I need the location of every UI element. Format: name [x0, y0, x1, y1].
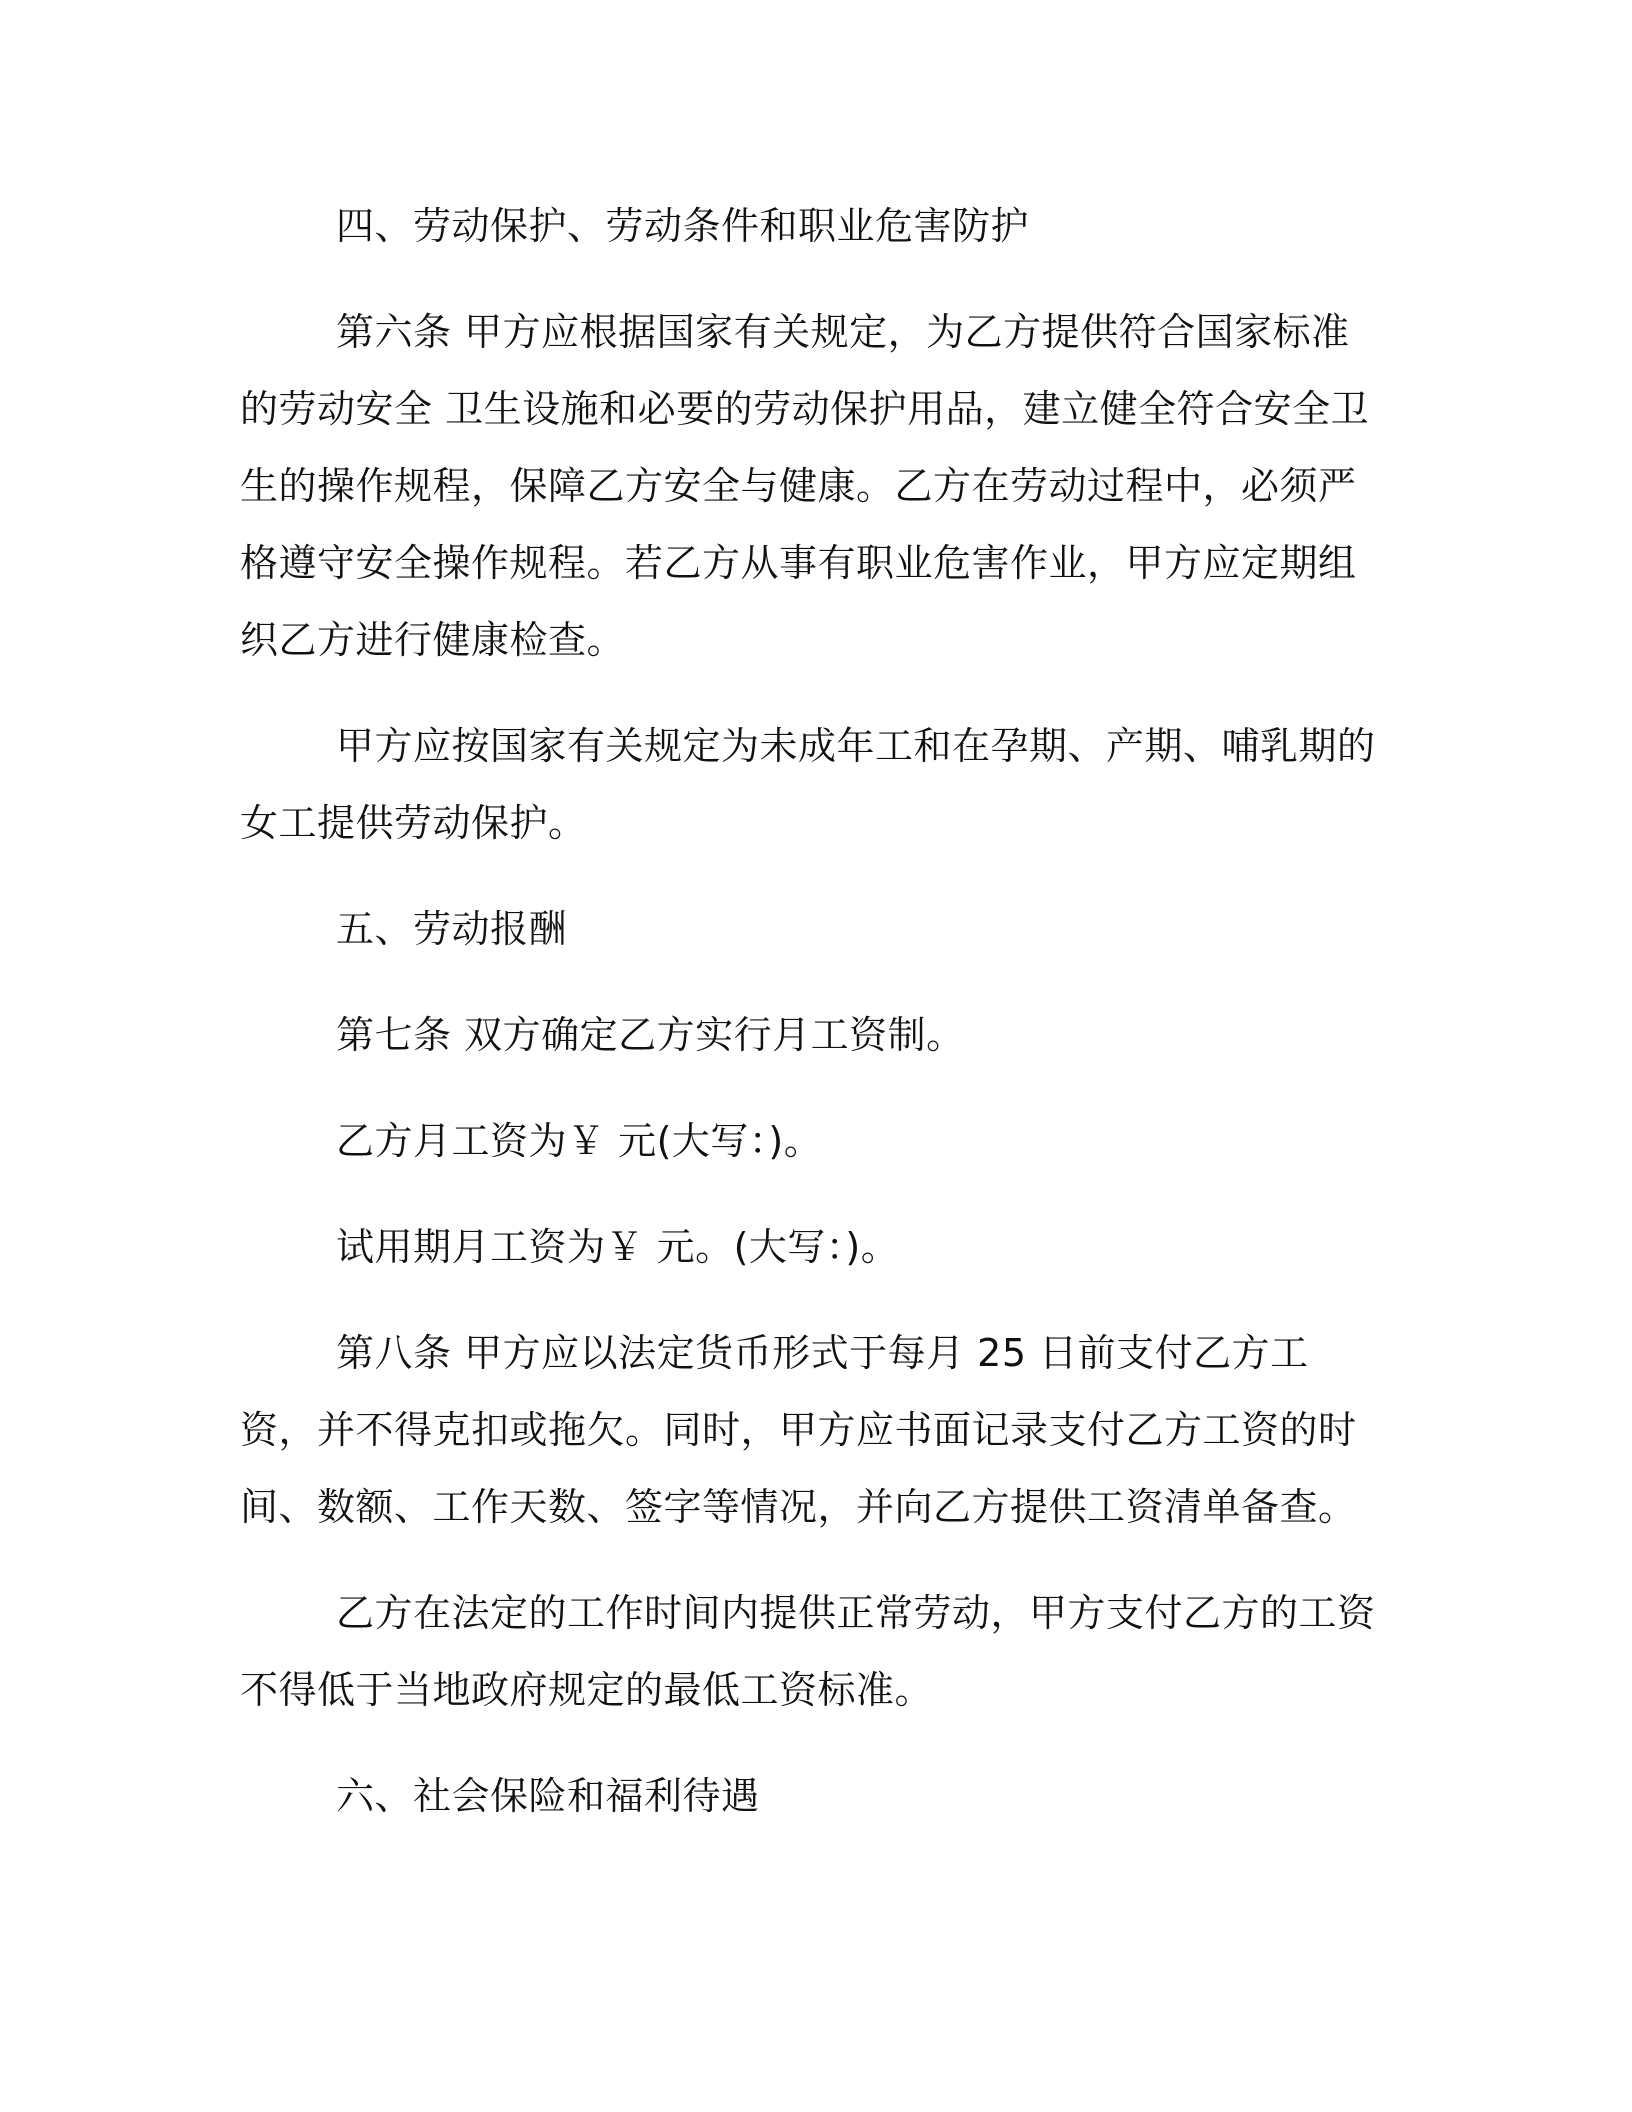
article-6-paragraph: 第六条 甲方应根据国家有关规定，为乙方提供符合国家标准的劳动安全 卫生设施和必要的劳动保护用品，建立健全符合安全卫生的操作规程，保障乙方安全与健康。乙方在劳动过程中，必须严格遵守安全操作规程。若乙方从事有职业危害作业，甲方应定期组织乙方进行健康检查。	[240, 310, 1370, 662]
article-7-paragraph: 第七条 双方确定乙方实行月工资制。	[336, 1013, 965, 1057]
section-heading-remuneration: 五、劳动报酬	[336, 907, 568, 951]
section-heading-social-insurance: 六、社会保险和福利待遇	[336, 1774, 760, 1818]
minimum-wage-paragraph: 乙方在法定的工作时间内提供正常劳动，甲方支付乙方的工资不得低于当地政府规定的最低工资标准。	[240, 1591, 1376, 1712]
female-minor-protection-paragraph: 甲方应按国家有关规定为未成年工和在孕期、产期、哺乳期的女工提供劳动保护。	[240, 724, 1376, 845]
probation-wage-paragraph: 试用期月工资为￥ 元。(大写：)。	[336, 1225, 900, 1269]
monthly-wage-paragraph: 乙方月工资为￥ 元(大写：)。	[336, 1119, 823, 1163]
section-heading-labor-protection: 四、劳动保护、劳动条件和职业危害防护	[336, 204, 1030, 248]
document-body	[240, 188, 1385, 1835]
article-8-paragraph: 第八条 甲方应以法定货币形式于每月 25 日前支付乙方工资，并不得克扣或拖欠。同时，甲方应书面记录支付乙方工资的时间、数额、工作天数、签字等情况，并向乙方提供工资清单备查。	[240, 1331, 1357, 1529]
